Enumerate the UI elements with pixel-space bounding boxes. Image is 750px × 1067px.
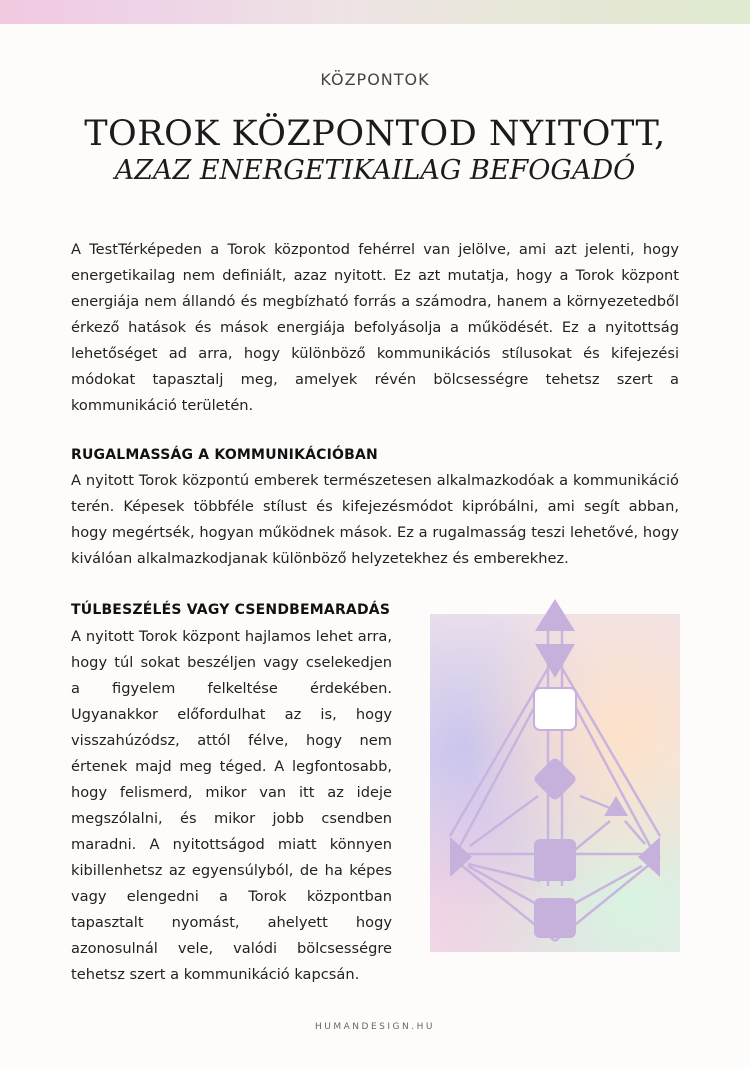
section-body-overtalking: A nyitott Torok központ hajlamos lehet arra, hogy túl sokat beszéljen vagy cselekedjen a figyelem felkeltése érdekében. Ugyanakkor előfordulhat az is, hogy visszahúzódsz, attól félve, hogy nem értenek majd meg téged. A legfontosabb, hogy felismerd, mikor van itt az ideje megszólalni, és mikor jobb csendben maradni. A nyitottságod miatt könnyen kibillenhetsz az egyensúlyból, de ha képes vagy elengedni a Torok központban tapasztalt nyomást, ahelyett hogy azonosulnál vele, valódi bölcsességre tehetsz szert a kommunikáció kapcsán. bbox=[71, 628, 392, 983]
bodygraph-illustration bbox=[430, 596, 680, 956]
channel-line bbox=[450, 656, 555, 836]
sacral-center bbox=[534, 839, 576, 881]
root-center bbox=[534, 898, 576, 938]
bodygraph-svg bbox=[430, 596, 680, 956]
page-title: TOROK KÖZPONTOD NYITOTT, bbox=[84, 114, 666, 154]
intro-paragraph: A TestTérképeden a Torok központod fehérrel van jelölve, ami azt jelenti, hogy energetikailag nem definiált, azaz nyitott. Ez azt mutatja, hogy a Torok központ energiája nem állandó és megbízható forrás a számodra, hanem a környezetedből érkező hatások és mások energiája befolyásolja a működését. Ez a nyitottság lehetőséget ad arra, hogy különböző kommunikációs stílusokat és kifejezési módokat tapasztalj meg, amelyek révén bölcsességre tehetsz szert a kommunikáció területén. bbox=[71, 241, 679, 414]
bodygraph-centers bbox=[450, 599, 660, 938]
section-body-flexibility: A nyitott Torok központú emberek természetesen alkalmazkodóak a kommunikáció terén. Képesek többféle stílust és kifejezésmódot kipróbálni, ami segít abban, hogy megértsék, hogyan működnek mások. Ez a rugalmasság teszi lehetővé, hogy kiválóan alkalmazkodjanak különböző helyzetekhez és emberekhez. bbox=[71, 472, 679, 567]
section-heading-flexibility: RUGALMASSÁG A KOMMUNIKÁCIÓBAN bbox=[71, 447, 378, 463]
footer-website: HUMANDESIGN.HU bbox=[315, 1022, 435, 1032]
channel-line bbox=[575, 706, 650, 846]
section-label: KÖZPONTOK bbox=[320, 70, 430, 89]
channel-line bbox=[470, 796, 538, 846]
section-heading-overtalking: TÚLBESZÉLÉS VAGY CSENDBEMARADÁS bbox=[71, 602, 391, 618]
top-gradient-bar bbox=[0, 0, 750, 24]
channel-line bbox=[555, 656, 660, 836]
page-subtitle: AZAZ ENERGETIKAILAG BEFOGADÓ bbox=[114, 155, 636, 186]
head-center bbox=[535, 599, 575, 631]
g-center bbox=[532, 756, 577, 801]
throat-center bbox=[534, 688, 576, 730]
channel-line bbox=[580, 796, 610, 808]
ajna-center bbox=[535, 644, 575, 678]
